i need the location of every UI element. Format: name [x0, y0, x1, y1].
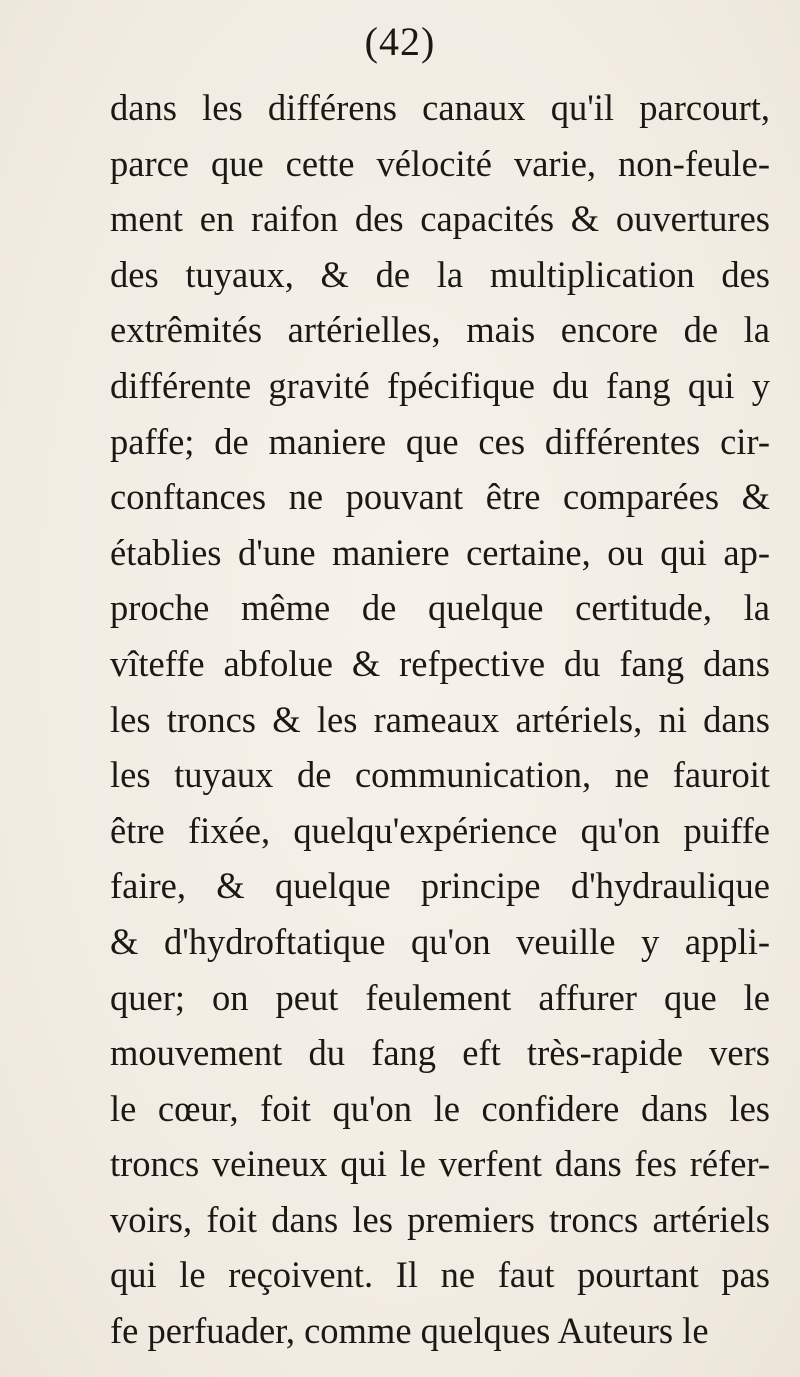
- text-line: quer; on peut feulement affurer que le: [110, 976, 770, 1018]
- text-line: vîteffe abfolue & refpective du fang dans: [110, 642, 770, 684]
- text-line: fe perfuader, comme quelques Auteurs le: [110, 1310, 709, 1352]
- text-line: proche même de quelque certitude, la: [110, 587, 770, 629]
- text-line: dans les différens canaux qu'il parcourt,: [110, 87, 770, 128]
- text-line: extrêmités artérielles, mais encore de la: [110, 309, 770, 351]
- text-line: les troncs & les rameaux artériels, ni dans: [110, 698, 770, 740]
- text-line: les tuyaux de communication, ne fauroit: [110, 754, 770, 796]
- text-line: & d'hydroftatique qu'on veuille y appli-: [110, 920, 770, 962]
- text-line: qui le reçoivent. Il ne faut pourtant pas: [110, 1254, 770, 1296]
- text-line: conftances ne pouvant être comparées &: [110, 476, 770, 518]
- text-line: voirs, foit dans les premiers troncs artériels: [110, 1198, 770, 1240]
- body-text: [110, 80, 770, 1359]
- page-number: (42): [364, 19, 436, 64]
- text-line: établies d'une maniere certaine, ou qui ap-: [110, 531, 770, 573]
- text-line: faire, & quelque principe d'hydraulique: [110, 865, 770, 907]
- text-line: différente gravité fpécifique du fang qui y: [110, 364, 770, 406]
- text-line: le cœur, foit qu'on le confidere dans les: [110, 1087, 770, 1129]
- text-line: mouvement du fang eft très-rapide vers: [110, 1032, 770, 1074]
- text-line: des tuyaux, & de la multiplication des: [110, 253, 770, 295]
- text-line: ment en raifon des capacités & ouvertures: [110, 198, 770, 240]
- text-line: parce que cette vélocité varie, non-feule-: [110, 142, 770, 184]
- text-line: être fixée, quelqu'expérience qu'on puiffe: [110, 809, 770, 851]
- text-line: troncs veineux qui le verfent dans fes réfer-: [110, 1143, 770, 1185]
- text-line: paffe; de maniere que ces différentes cir-: [110, 420, 770, 462]
